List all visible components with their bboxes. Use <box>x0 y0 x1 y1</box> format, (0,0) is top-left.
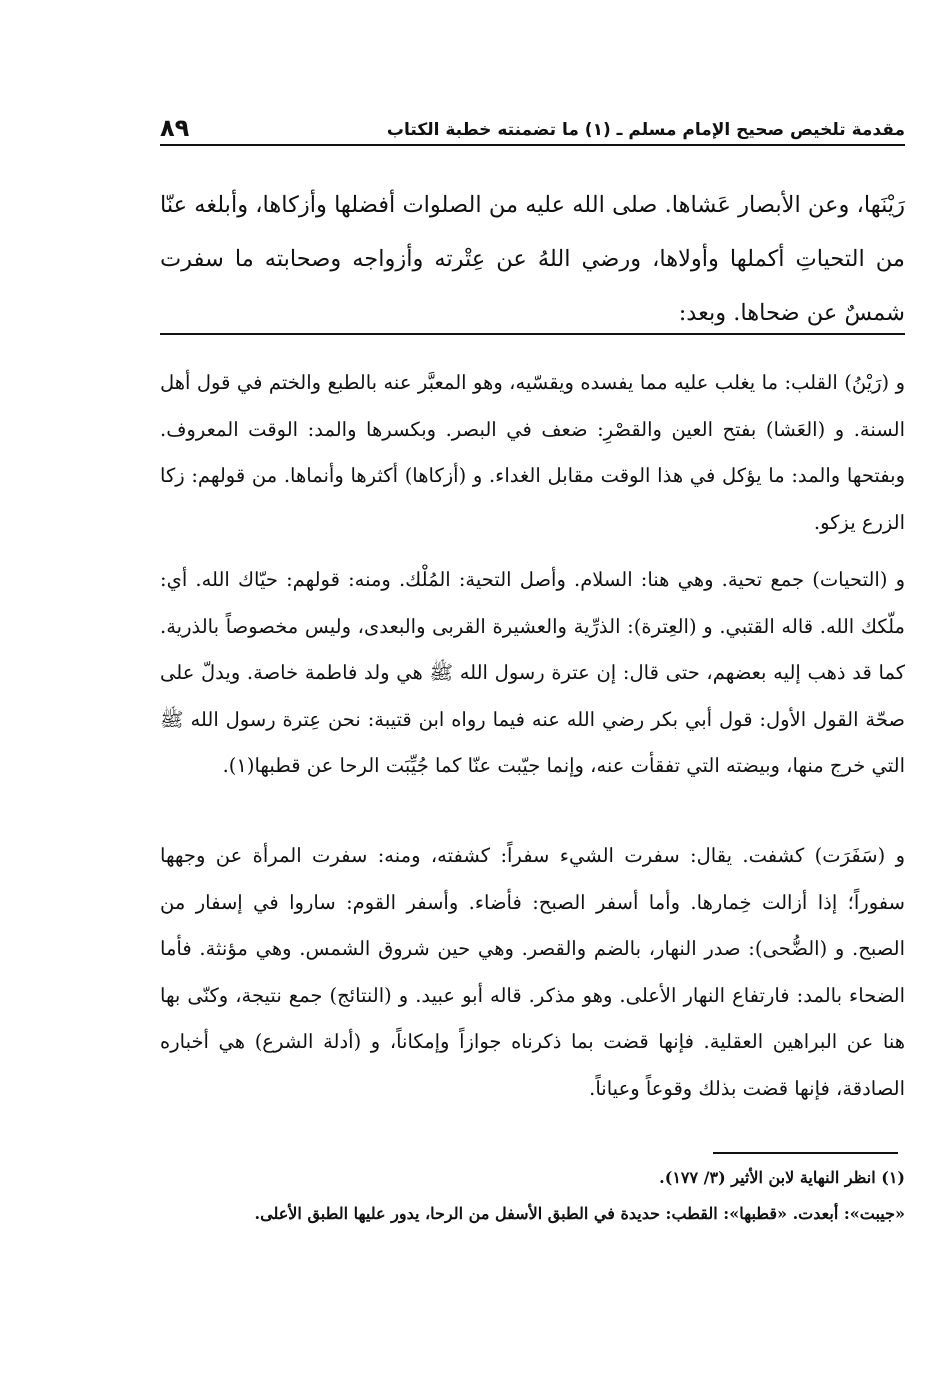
commentary-paragraph: و (التحيات) جمع تحية. وهي هنا: السلام. وأصل التحية: المُلْك. ومنه: قولهم: حيّاك الله. أي: ملّكك الله. قاله القتبي. و (العِترة): الذرِّية والعشيرة القربى والبعدى، وليس مخصوصاً بالذرية. كما قد ذهب إليه بعضهم، حتى قال: إن عترة رسول الله ﷺ هي ولد فاطمة خاصة. ويدلّ على صحّة القول الأول: قول أبي بكر رضي الله عنه فيما رواه ابن قتيبة: نحن عِترة رسول الله ﷺ التي خرج منها، وبيضته التي تفقأت عنه، وإنما جيّبت عنّا كما جُيِّبَت الرحا عن قطبها(١). <box>160 568 905 777</box>
commentary-paragraph: و (سَفَرَت) كشفت. يقال: سفرت الشيء سفراً: كشفته، ومنه: سفرت المرأة عن وجهها سفوراً؛ إذا أزالت خِمارها. وأما أسفر الصبح: فأضاء. وأسفر القوم: ساروا في إسفار من الصبح. و (الضُّحى): صدر النهار، بالضم والقصر. وهي حين شروق الشمس. وهي مؤنثة. فأما الضحاء بالمد: فارتفاع النهار الأعلى. وهو مذكر. قاله أبو عبيد. و (النتائج) جمع نتيجة، وكنّى بها هنا عن البراهين العقلية. فإنها قضت بما ذكرناه جوازاً وإمكاناً، و (أدلة الشرع) هي أخباره الصادقة، فإنها قضت بذلك وقوعاً وعياناً. <box>160 844 905 1100</box>
running-header <box>160 112 905 146</box>
footnote-divider <box>713 1152 898 1154</box>
footnote-1-gloss: «جيبت»: أبعدت. «قطبها»: القطب: حديدة في الطبق الأسفل من الرحا، يدور عليها الطبق الأعلى. <box>254 1204 905 1223</box>
running-title: مقدمة تلخيص صحيح الإمام مسلم ـ (١) ما تضمنته خطبة الكتاب <box>386 120 905 140</box>
main-text-divider <box>160 333 905 335</box>
page-number: ٨٩ <box>160 114 190 142</box>
commentary-paragraph: و (رَيْنُ) القلب: ما يغلب عليه مما يفسده ويقسّيه، وهو المعبَّر عنه بالطبع والختم في قول أهل السنة. و (العَشا) بفتح العين والقصْرِ: ضعف في البصر. وبكسرها والمد: الوقت المعروف. وبفتحها والمد: ما يؤكل في هذا الوقت مقابل الغداء. و (أزكاها) أكثرها وأنماها. من قولهم: زكا الزرع يزكو. <box>160 371 905 534</box>
main-text: رَيْنَها، وعن الأبصار عَشاها. صلى الله عليه من الصلوات أفضلها وأزكاها، وأبلغه عنّا من التحياتِ أكملها وأولاها، ورضي اللهُ عن عِتْرته وأزواجه وصحابته ما سفرت شمسٌ عن ضحاها. وبعد: <box>160 192 905 326</box>
footnote-1: (١) انظر النهاية لابن الأثير (٣/ ١٧٧). <box>659 1168 905 1187</box>
footnotes <box>150 1160 905 1232</box>
